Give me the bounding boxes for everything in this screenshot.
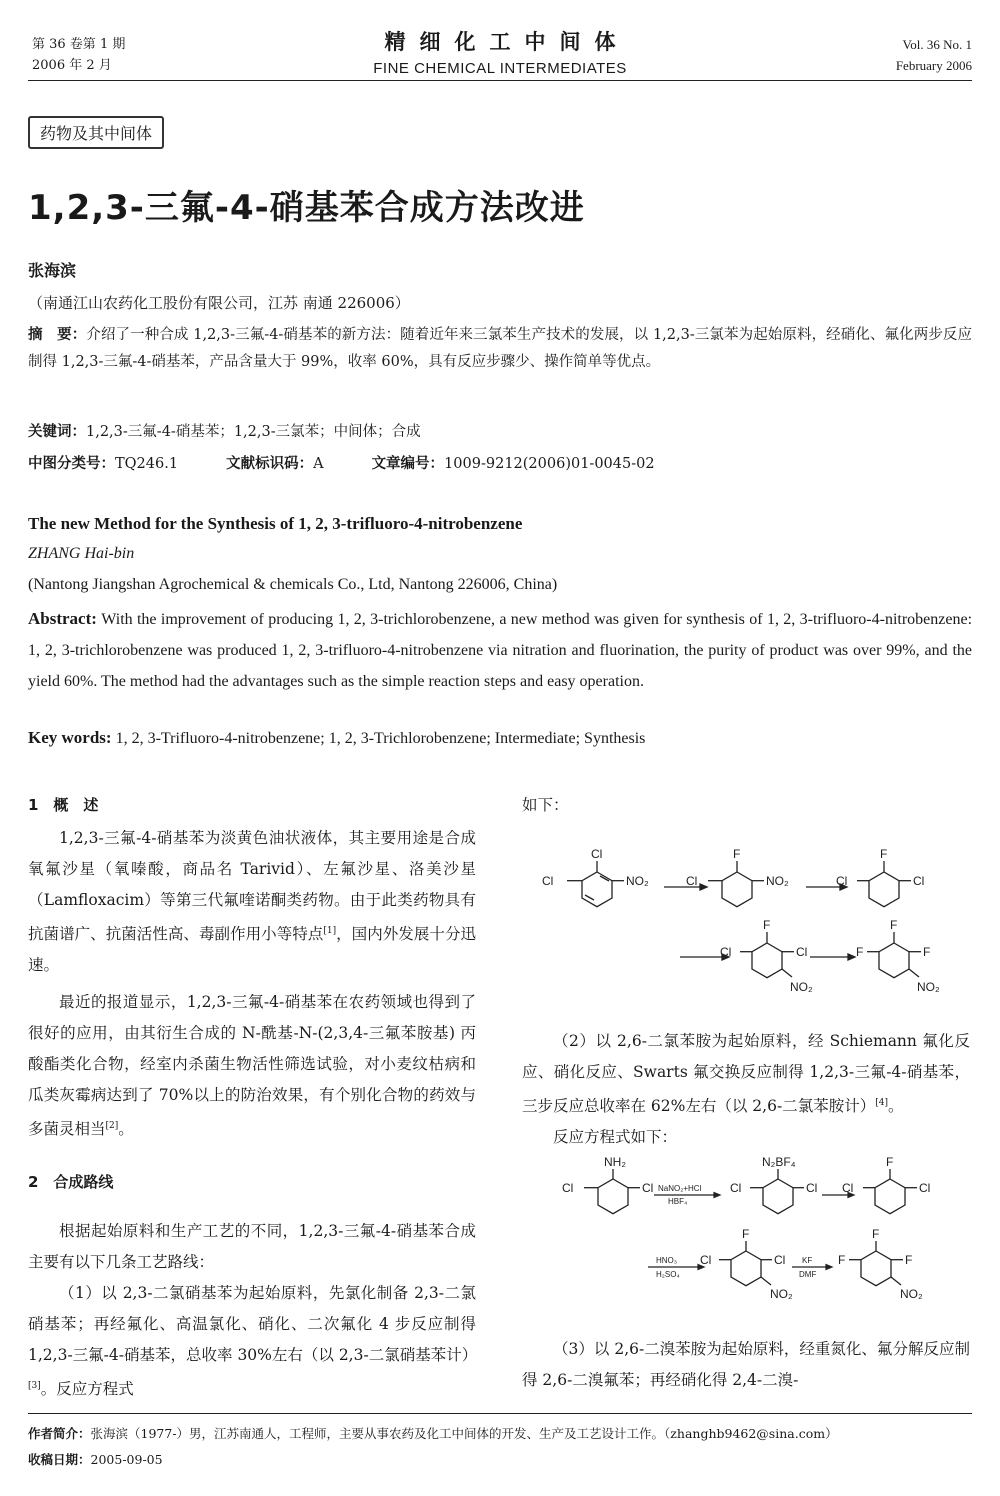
keywords-text: 1,2,3-三氟-4-硝基苯；1,2,3-三氯苯；中间体；合成 (86, 424, 421, 440)
article-title-en: The new Method for the Synthesis of 1, 2, 3-trifluoro-4-nitrobenzene (28, 514, 523, 533)
issue-info-en (896, 34, 972, 76)
author-en: ZHANG Hai-bin (28, 545, 135, 562)
atom-label: NO₂ (790, 980, 813, 994)
volume-en: Vol. 36 No. 1 (902, 37, 972, 52)
benzene-ring (763, 1179, 793, 1214)
article-no-label: 文章编号： (371, 456, 445, 472)
received-value: 2005-09-05 (90, 1452, 163, 1467)
atom-label: F (872, 1227, 880, 1242)
benzene-ring (752, 943, 782, 978)
footer-divider (28, 1413, 972, 1414)
benzene-ring (879, 943, 909, 978)
atom-label: NO₂ (626, 874, 649, 888)
keywords-label: 关键词： (28, 424, 86, 440)
atom-label: NO₂ (766, 874, 789, 888)
header-divider (28, 80, 972, 81)
class-value: TQ246.1 (115, 456, 179, 472)
keywords-cn (28, 420, 421, 441)
atom-label: F (763, 918, 771, 932)
author-bio-label: 作者简介： (28, 1426, 91, 1441)
atom-label: F (905, 1253, 913, 1268)
journal-name-cn: 精细化工中间体 (384, 30, 630, 54)
received-date (28, 1450, 163, 1468)
atom-label: Cl (686, 874, 698, 888)
doccode-label: 文献标识码： (226, 456, 314, 472)
left-column (28, 790, 476, 1405)
atom-label: F (856, 945, 864, 959)
paragraph-2 (28, 987, 476, 1145)
class-label: 中图分类号： (28, 456, 115, 472)
ref-2: [2] (105, 1121, 119, 1132)
benzene-ring (875, 1179, 905, 1214)
received-label: 收稿日期： (28, 1452, 91, 1467)
journal-name-en: FINE CHEMICAL INTERMEDIATES (373, 60, 627, 77)
right-para-1: 如下： (522, 796, 569, 814)
atom-label: F (890, 918, 898, 932)
atom-label: Cl (700, 1253, 712, 1268)
paragraph-4-text: （1）以 2,3-二氯硝基苯为起始原料，先氯化制备 2,3-二氯硝基苯；再经氟化、高温氯化、硝化、二次氟化 4 步反应制得 1,2,3-三氟-4-硝基苯，总收率 30%左右（以 2,3-二氯硝基苯计） (28, 1284, 478, 1365)
section-1-heading: 1 概 述 (28, 796, 99, 814)
atom-label: F (923, 945, 931, 959)
keywords-label-en: Key words: (28, 728, 112, 747)
atom-label: Cl (796, 945, 808, 959)
benzene-ring (731, 1251, 761, 1286)
right-para-4: （3）以 2,6-二溴苯胺为起始原料，经重氮化、氟分解反应制得 2,6-二溴氟苯；再经硝化得 2,4-二溴- (522, 1340, 970, 1390)
atom-label: Cl (836, 874, 848, 888)
reagent-label: HBF₄ (668, 1197, 688, 1207)
reagent-label: H₂SO₄ (656, 1270, 680, 1280)
atom-label: NO₂ (900, 1287, 923, 1302)
atom-label: Cl (730, 1181, 742, 1196)
benzene-ring (869, 872, 899, 907)
reagent-label: HNO₃ (656, 1256, 678, 1266)
keywords-en (28, 728, 645, 748)
abstract-label: 摘 要： (28, 327, 87, 343)
paragraph-4-end: 。反应方程式 (40, 1380, 134, 1399)
paragraph-3: 根据起始原料和生产工艺的不同，1,2,3-三氟-4-硝基苯合成主要有以下几条工艺路线： (28, 1222, 476, 1272)
paragraph-4 (28, 1278, 476, 1405)
atom-label: Cl (542, 874, 554, 888)
benzene-ring (598, 1179, 628, 1214)
journal-name (300, 26, 700, 77)
author-bio-text: 张海滨（1977-）男，江苏南通人，工程师，主要从事农药及化工中间体的开发、生产及工艺设计工作。（zhanghb9462@sina.com） (90, 1426, 838, 1441)
paragraph-1 (28, 823, 476, 981)
right-para-2-text: （2）以 2,6-二氯苯胺为起始原料，经 Schiemann 氟化反应、硝化反应、Swarts 氟交换反应制得 1,2,3-三氟-4-硝基苯，三步反应总收率在 62%左右（以 2,6-二氯苯胺计） (522, 1032, 970, 1116)
ref-4: [4] (875, 1098, 888, 1108)
right-para-2-end: 。 (887, 1097, 904, 1116)
atom-label: F (880, 847, 888, 861)
right-para-3: 反应方程式如下： (553, 1128, 678, 1147)
atom-label: Cl (562, 1181, 574, 1196)
author-bio (28, 1424, 972, 1442)
atom-label: Cl (806, 1181, 818, 1196)
classification-line (28, 452, 972, 473)
atom-label: NO₂ (770, 1287, 793, 1302)
right-column (522, 790, 970, 1396)
paragraph-1-end: ，国内外发展十分迅速。 (28, 925, 476, 975)
atom-label: Cl (919, 1181, 931, 1196)
article-title: 1,2,3-三氟-4-硝基苯合成方法改进 (28, 188, 585, 228)
benzene-ring (722, 872, 752, 907)
doccode-value: A (313, 456, 324, 472)
reagent-label: NaNO₂+HCl (658, 1184, 702, 1194)
ref-3: [3] (28, 1381, 41, 1392)
atom-label: F (886, 1155, 894, 1170)
column-tag: 药物及其中间体 (28, 116, 164, 149)
atom-label: Cl (720, 945, 732, 959)
atom-label: Cl (842, 1181, 854, 1196)
keywords-text-en: 1, 2, 3-Trifluoro-4-nitrobenzene; 1, 2, 3-Trichlorobenzene; Intermediate; Synthesis (115, 730, 646, 747)
atom-label: NO₂ (917, 980, 940, 994)
volume-cn: 第 36 卷第 1 期 (32, 37, 126, 52)
atom-label: NH₂ (604, 1155, 626, 1170)
reaction-scheme-2 (522, 1153, 970, 1321)
affiliation-en: (Nantong Jiangshan Agrochemical & chemicals Co., Ltd, Nantong 226006, China) (28, 576, 558, 593)
atom-label: Cl (642, 1181, 654, 1196)
paragraph-2-end: 。 (118, 1120, 134, 1139)
atom-label: N₂BF₄ (762, 1155, 796, 1170)
abstract-text-en: With the improvement of producing 1, 2, 3-trichlorobenzene, a new method was given for synthesis of 1, 2, 3-trifluoro-4-nitrobenzene: 1, 2, 3-trichlorobenzene was produced 1, 2, 3-trifluoro-4-nitrobenzene via nitration and fluorination, the purity of product was over 99%, and the yield 60%. The method had the advantages such as the simple reaction steps and easy operation. (28, 611, 973, 690)
benzene-ring (582, 872, 612, 907)
atom-label: F (838, 1253, 846, 1268)
article-no-value: 1009-9212(2006)01-0045-02 (444, 456, 655, 472)
benzene-ring (861, 1251, 891, 1286)
abstract-text: 介绍了一种合成 1,2,3-三氟-4-硝基苯的新方法：随着近年来三氯苯生产技术的发展，以 1,2,3-三氯苯为起始原料，经硝化、氟化两步反应制得 1,2,3-三氟-4-硝基苯，产品含量大于 99%，收率 60%，具有反应步骤少、操作简单等优点。 (28, 327, 972, 370)
atom-label: F (742, 1227, 750, 1242)
affiliation: （南通江山农药化工股份有限公司，江苏 南通 226006） (28, 294, 410, 312)
atom-label: Cl (774, 1253, 786, 1268)
ref-1: [1] (323, 926, 337, 936)
paragraph-2-text: 最近的报道显示，1,2,3-三氟-4-硝基苯在农药领域也得到了很好的应用，由其衍生合成的 N-酰基-N-(2,3,4-三氟苯胺基) 丙酸酯类化合物，经室内杀菌生物活性筛选试验，对小麦纹枯病和瓜类灰霉病达到了 70%以上的防治效果，有个别化合物的药效与多菌灵相当 (28, 993, 476, 1139)
author: 张海滨 (28, 261, 77, 280)
reagent-label: KF (802, 1256, 813, 1266)
atom-label: Cl (591, 847, 603, 861)
atom-label: F (733, 847, 741, 861)
reaction-scheme-1 (522, 821, 970, 1011)
abstract-label-en: Abstract: (28, 609, 97, 628)
section-2-heading: 2 合成路线 (28, 1173, 114, 1192)
issue-info-cn (32, 34, 125, 76)
date-en: February 2006 (895, 58, 972, 73)
reagent-label: DMF (799, 1270, 817, 1280)
abstract-en (28, 603, 972, 697)
paragraph-1-text: 1,2,3-三氟-4-硝基苯为淡黄色油状液体，其主要用途是合成氧氟沙星（氧嗪酸，商品名 Tarivid）、左氟沙星、洛美沙星（Lamfloxacim）等第三代氟喹诺酮类药物。由于此类药物具有抗菌谱广、抗菌活性高、毒副作用小等特点 (28, 829, 476, 944)
abstract-cn (28, 322, 972, 376)
atom-label: Cl (913, 874, 925, 888)
right-para-2 (522, 1026, 970, 1122)
date-cn: 2006 年 2 月 (32, 58, 112, 73)
